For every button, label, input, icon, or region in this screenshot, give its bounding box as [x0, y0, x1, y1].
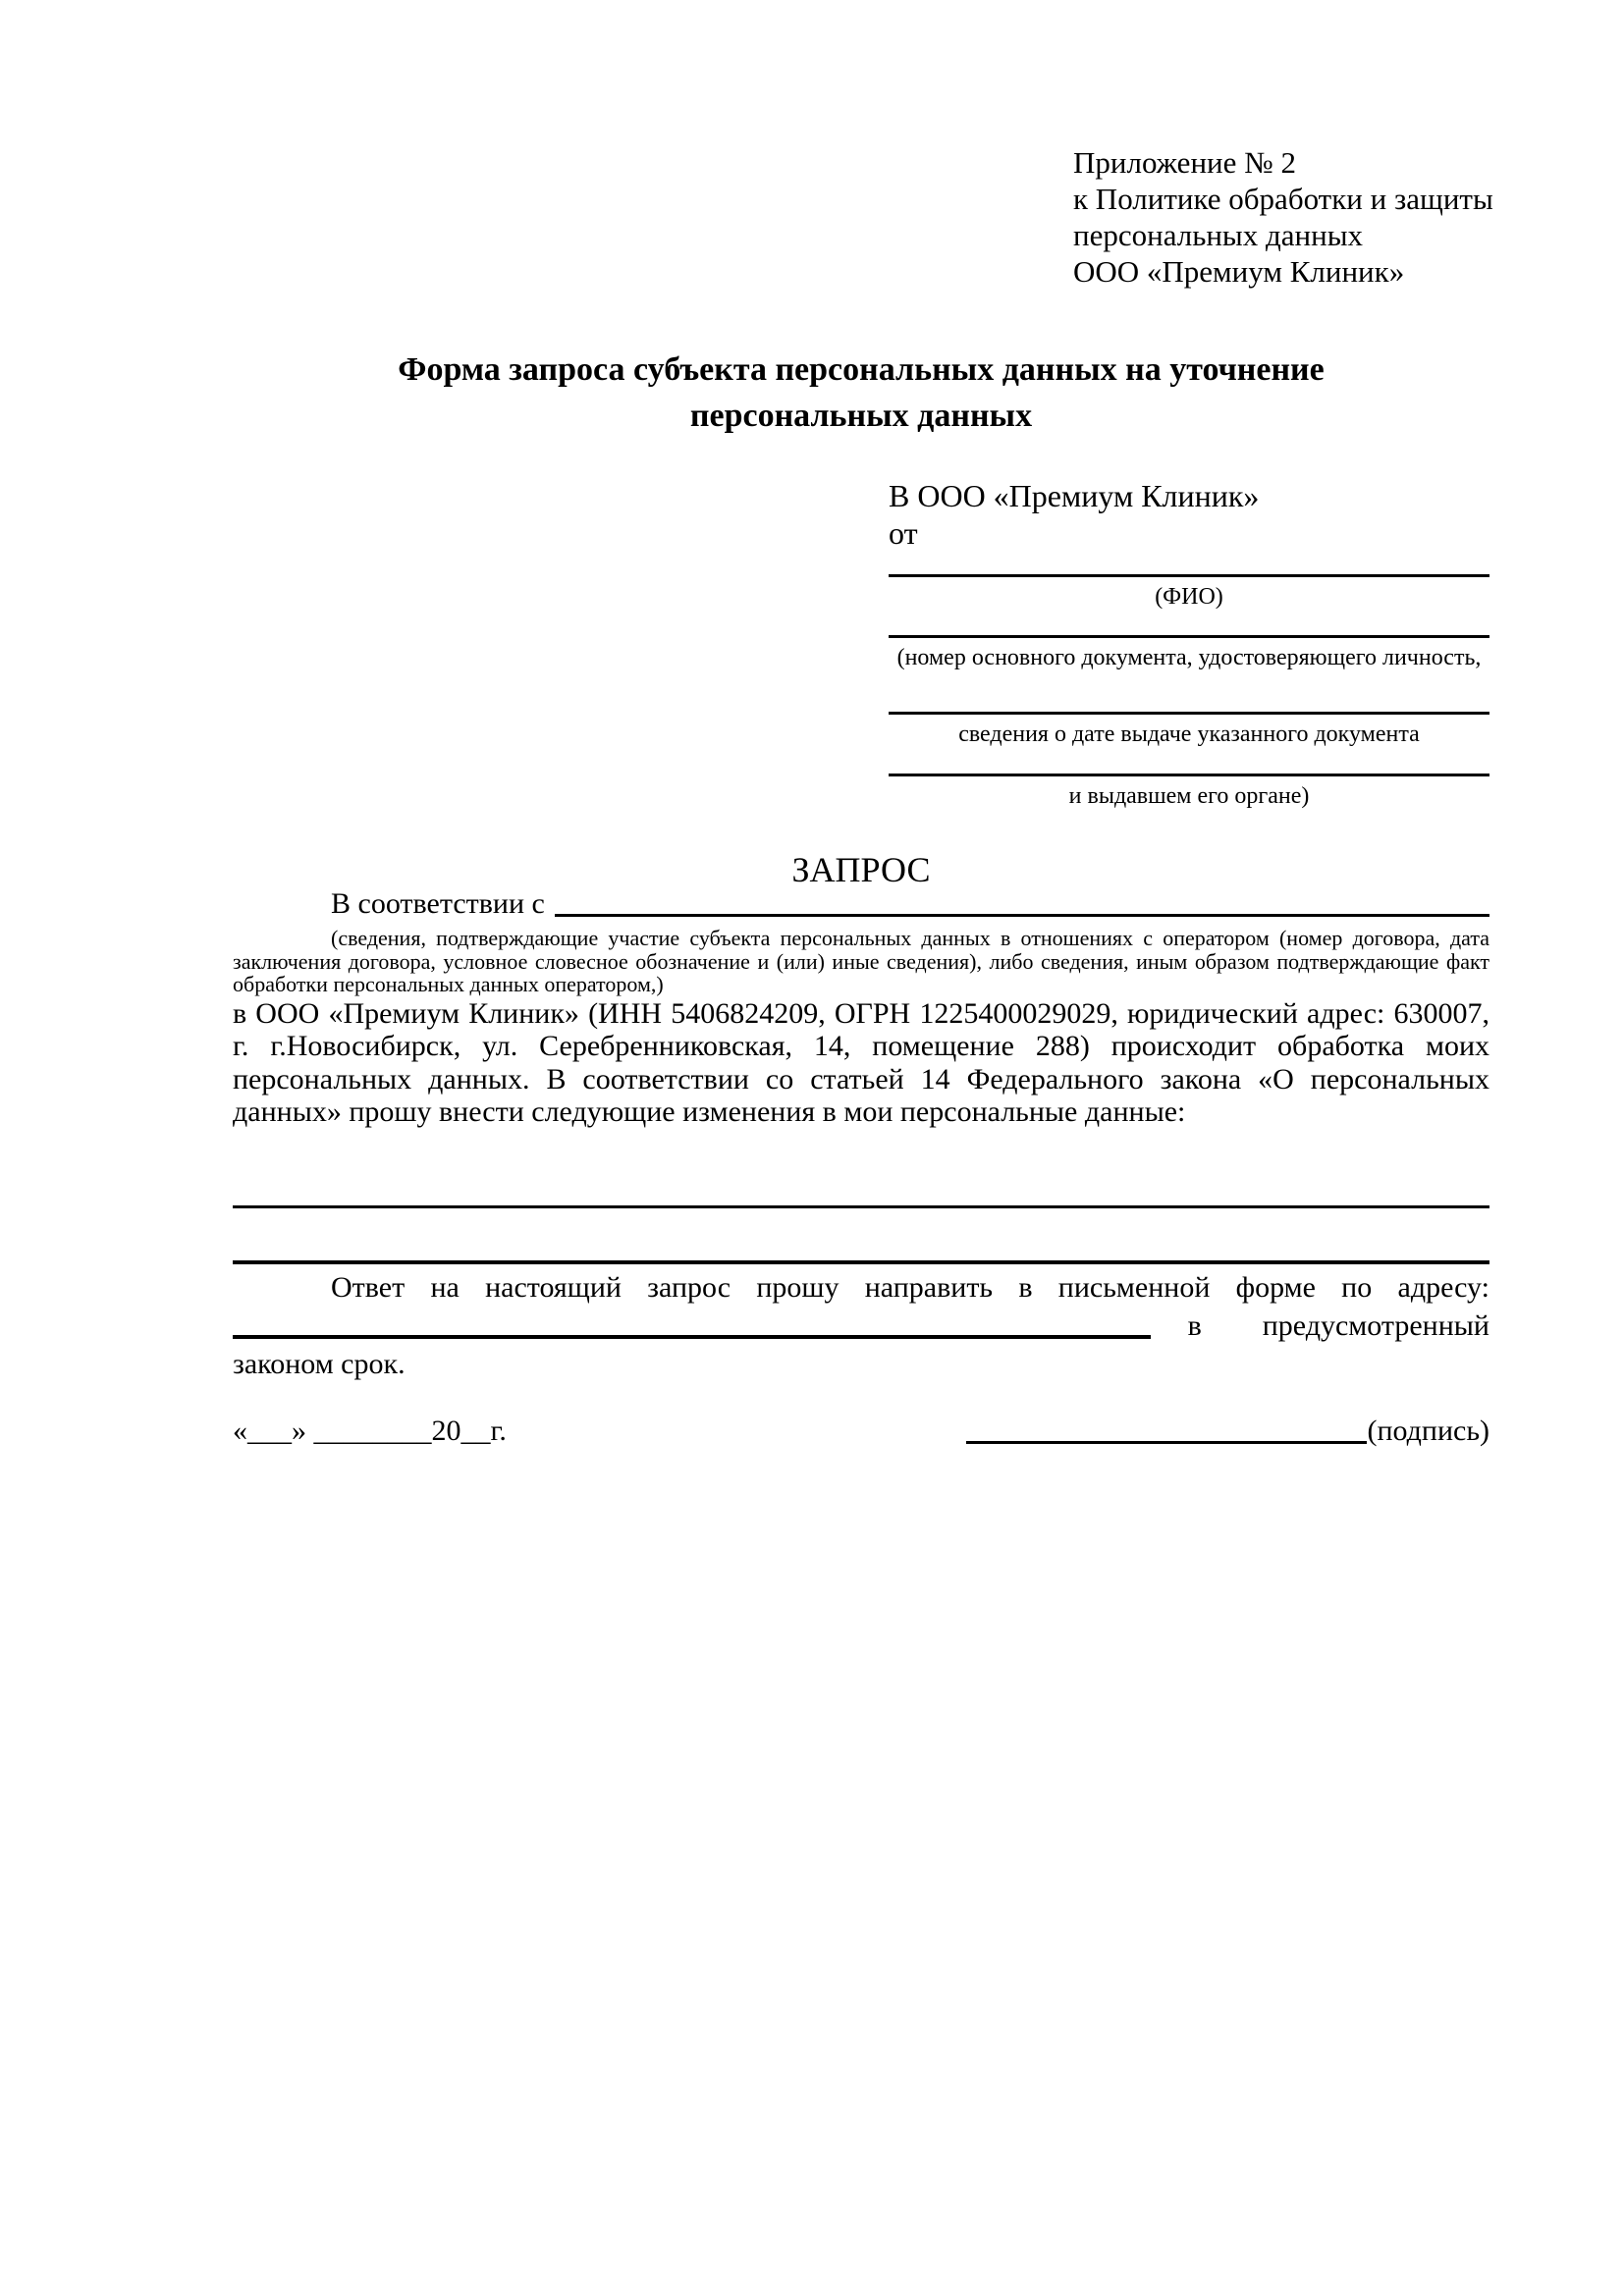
accordance-note: (сведения, подтверждающие участие субъекта персональных данных в отношениях с оператором (номер договора, дата заключения договора, условное словесное обозначение и (или) иные сведения), либо сведения, иным образом подтверждающие факт обработки персональных данных оператором,): [233, 926, 1489, 996]
id-document-number-blank-line: [889, 635, 1489, 638]
annex-line: персональных данных: [1073, 218, 1364, 252]
reply-paragraph-line1: Ответ на настоящий запрос прошу направить в письменной форме по адресу:: [331, 1271, 1489, 1304]
request-body-paragraph: в ООО «Премиум Клиник» (ИНН 5406824209, ОГРН 1225400029029, юридический адрес: 630007, г. г.Новосибирск, ул. Серебренниковская, 14, помещение 288) происходит обработка моих персональных данных. В соответствии со статьей 14 Федерального закона «О персональных данных» прошу внести следующие изменения в мои персональные данные:: [233, 997, 1489, 1129]
request-heading: ЗАПРОС: [791, 850, 931, 889]
signature-caption: (подпись): [1367, 1415, 1489, 1447]
date-signature-row: [233, 1412, 1489, 1451]
changes-blank-line-1: [233, 1205, 1489, 1208]
id-document-issuer-blank-caption: и выдавшем его органе): [1068, 783, 1310, 809]
id-document-date-blank-caption: сведения о дате выдаче указанного документа: [958, 721, 1420, 747]
reply-paragraph-word: предусмотренный: [1262, 1309, 1489, 1342]
document-title: [233, 347, 1489, 439]
signature-blank-line: [966, 1441, 1367, 1444]
id-document-issuer-blank-line: [889, 774, 1489, 776]
annex-line: к Политике обработки и защиты: [1073, 182, 1493, 216]
addressee-to-line: В ООО «Премиум Клиник»: [889, 478, 1260, 513]
fio-blank-line: [889, 574, 1489, 577]
accordance-prefix: В соответствии с: [331, 887, 545, 920]
document-title-line: Форма запроса субъекта персональных данных на уточнение: [398, 351, 1325, 388]
id-document-number-blank-field: [889, 635, 1489, 670]
id-document-number-blank-caption: (номер основного документа, удостоверяющего личность,: [896, 645, 1482, 670]
signature-group: [966, 1412, 1489, 1451]
addressee-from-label: от: [889, 515, 918, 551]
annex-line: ООО «Премиум Клиник»: [1073, 254, 1405, 289]
accordance-blank-line: [555, 914, 1489, 917]
addressee-block: [889, 477, 1259, 552]
id-document-issuer-blank-field: [889, 774, 1489, 809]
accordance-line: [233, 887, 1489, 923]
changes-blank-line-2: [233, 1260, 1489, 1264]
annex-reference-block: [1073, 144, 1493, 290]
document-title-line: персональных данных: [689, 398, 1033, 434]
fio-blank-caption: (ФИО): [1155, 584, 1223, 610]
date-blank-text: «___» ________20__г.: [233, 1415, 507, 1447]
reply-paragraph-word: в: [1187, 1309, 1202, 1342]
reply-paragraph-line3: законом срок.: [233, 1348, 406, 1380]
reply-paragraph: [233, 1268, 1489, 1383]
fio-blank-field: [889, 574, 1489, 610]
annex-line: Приложение № 2: [1073, 145, 1296, 180]
id-document-date-blank-field: [889, 712, 1489, 747]
reply-paragraph-line2: [233, 1307, 1489, 1345]
reply-address-blank-line: [233, 1335, 1151, 1339]
id-document-date-blank-line: [889, 712, 1489, 715]
